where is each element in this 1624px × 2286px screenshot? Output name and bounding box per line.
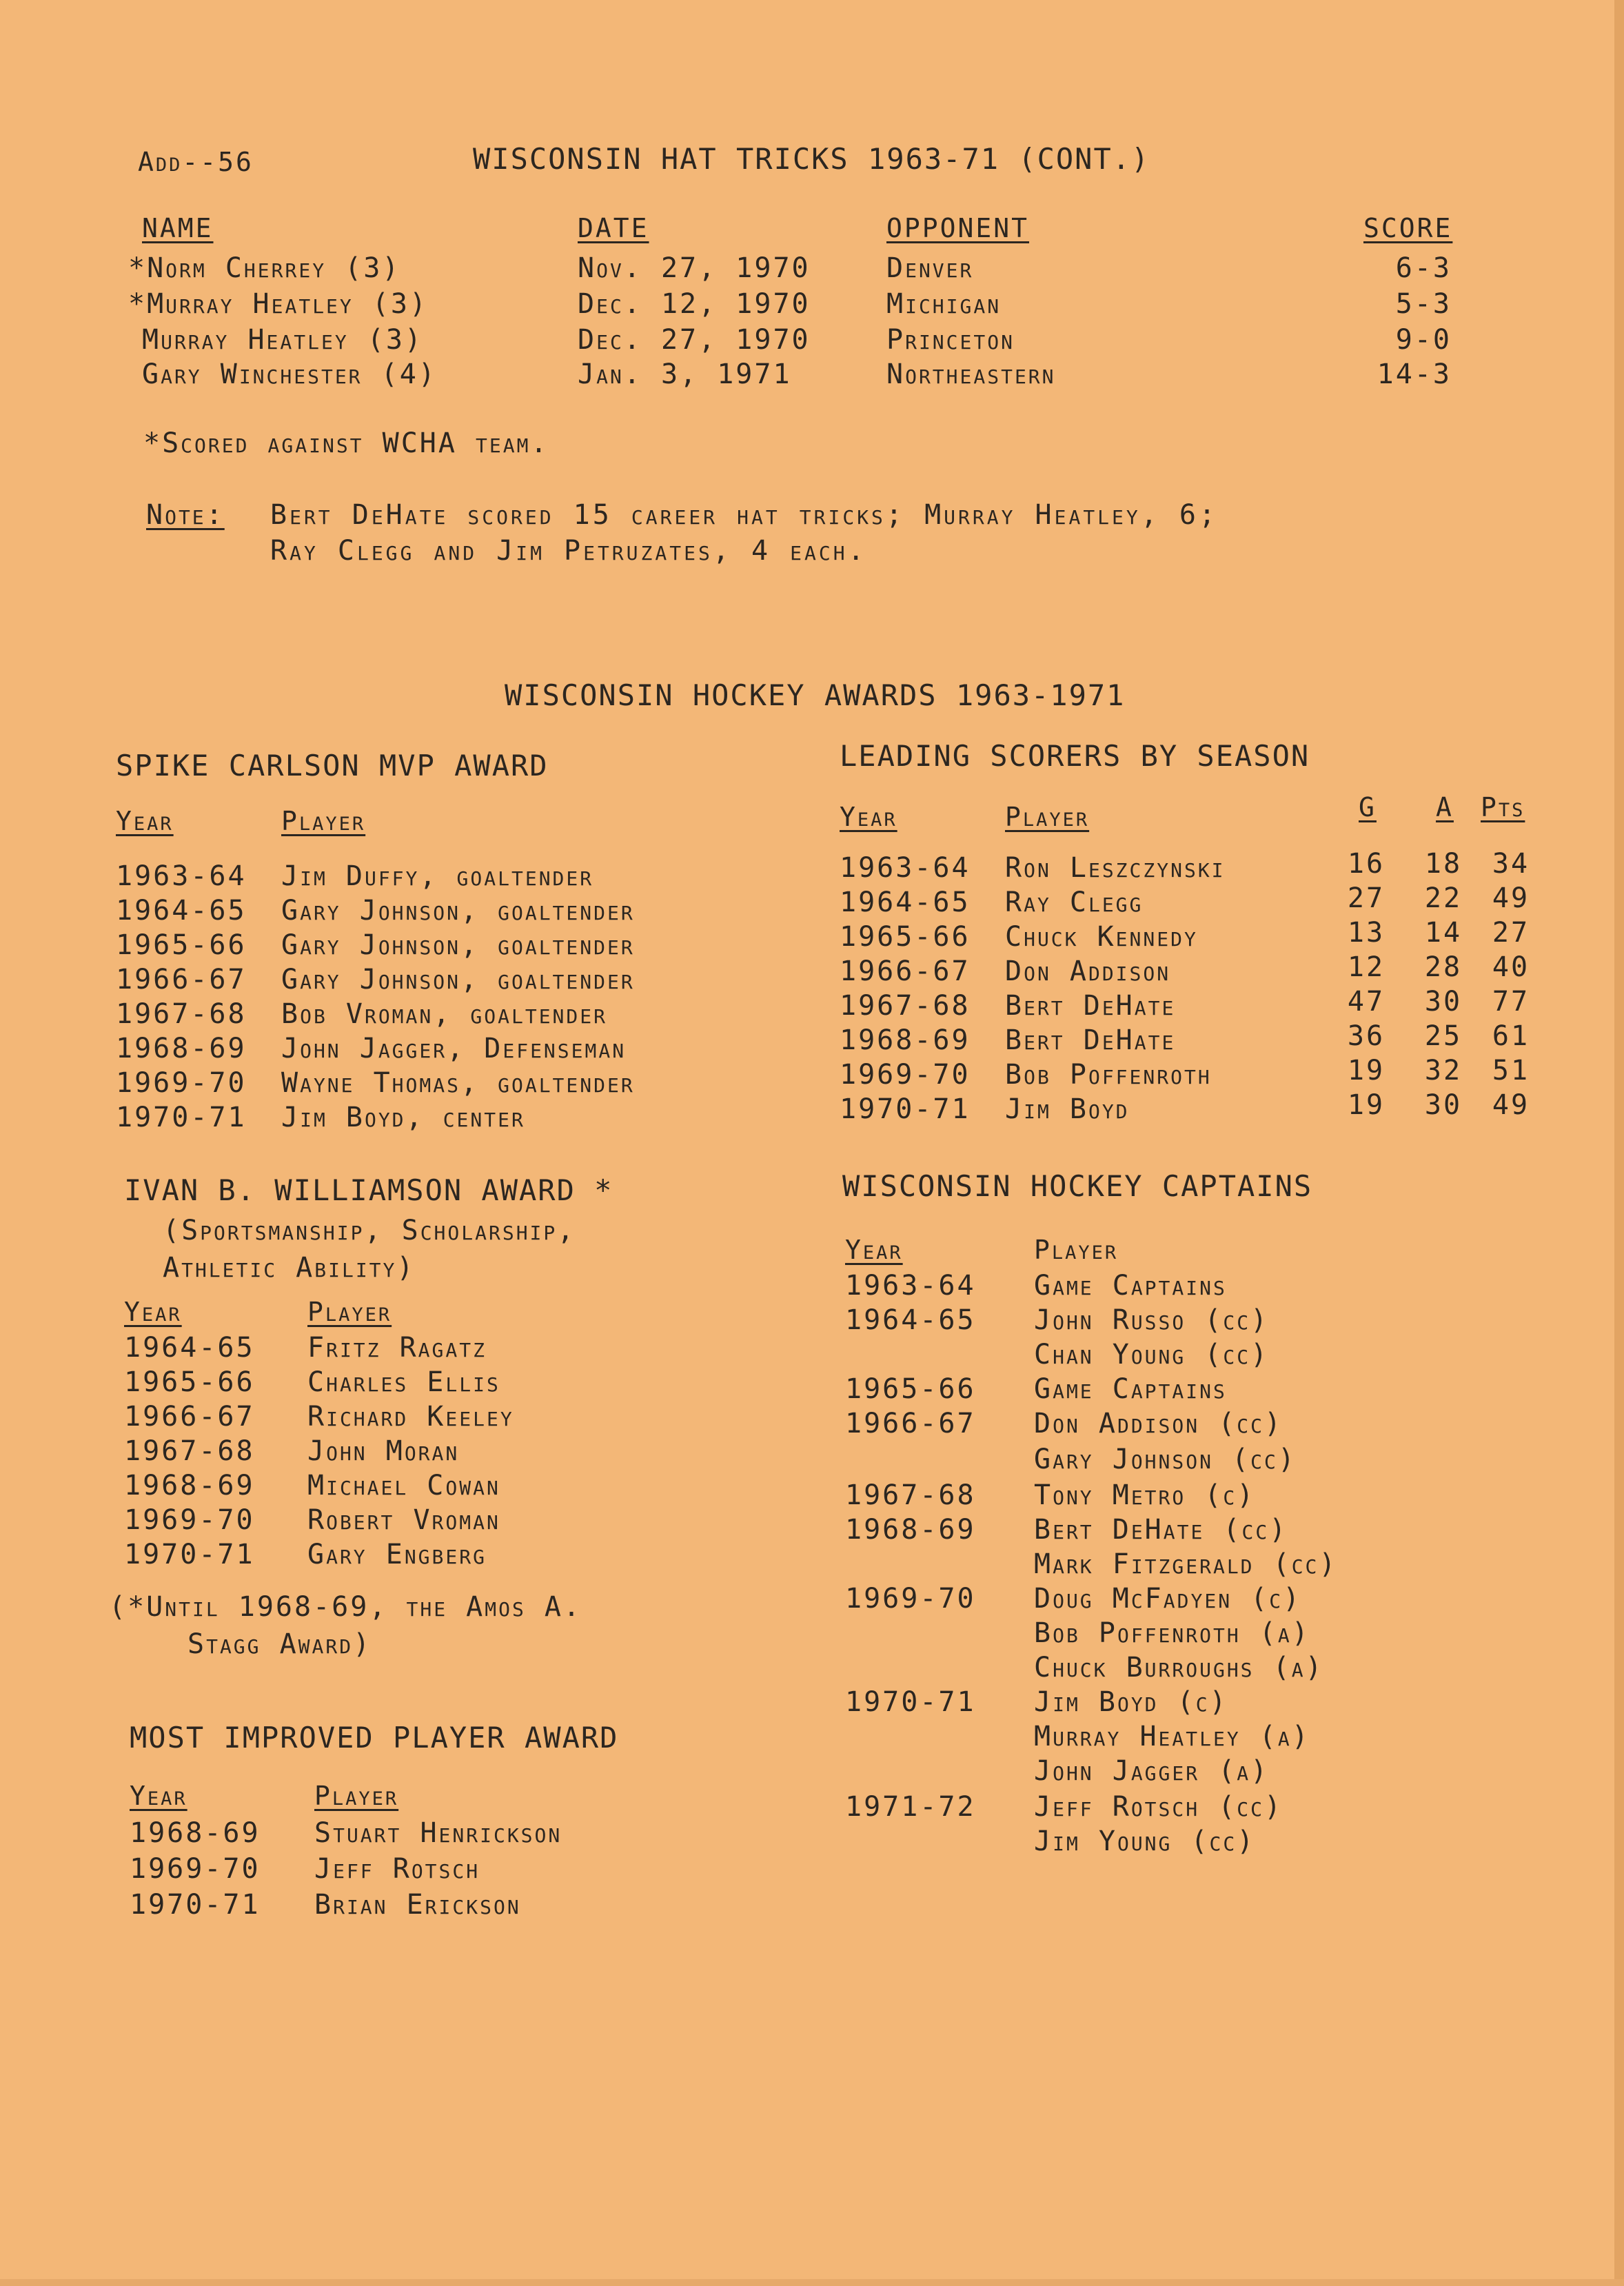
williamson-year: 1970-71	[124, 1539, 255, 1570]
captain-player: Chan Young (cc)	[1034, 1339, 1270, 1370]
captain-player: Gary Johnson (cc)	[1034, 1444, 1297, 1475]
scorers-title: LEADING SCORERS BY SEASON	[840, 739, 1310, 773]
mvp-title: SPIKE CARLSON MVP AWARD	[116, 749, 549, 782]
captain-player: Bob Poffenroth (a)	[1034, 1617, 1310, 1649]
scorer-g: 16	[1347, 848, 1386, 880]
mvp-col-player: Player	[281, 806, 366, 836]
scorer-year: 1965-66	[840, 921, 971, 953]
williamson-player: Michael Cowan	[307, 1470, 500, 1501]
williamson-player: Fritz Ragatz	[307, 1332, 487, 1364]
williamson-footnote-1: (*Until 1968-69, the Amos A.	[109, 1591, 582, 1623]
captain-player: Bert DeHate (cc)	[1034, 1514, 1288, 1546]
col-header-name: NAME	[142, 213, 214, 243]
cell-score: 14-3	[1377, 358, 1452, 390]
scorer-pts: 40	[1492, 951, 1530, 983]
williamson-title: IVAN B. WILLIAMSON AWARD *	[124, 1173, 613, 1207]
williamson-player: Richard Keeley	[307, 1401, 514, 1433]
scorer-year: 1966-67	[840, 955, 971, 987]
scorer-g: 19	[1347, 1055, 1386, 1086]
most-improved-player: Stuart Henrickson	[314, 1817, 562, 1849]
scorer-g: 27	[1347, 882, 1386, 914]
cell-name: Murray Heatley (3)	[142, 324, 424, 356]
scorer-year: 1969-70	[840, 1059, 971, 1091]
cell-date: Dec. 27, 1970	[578, 324, 811, 356]
mvp-year: 1967-68	[116, 998, 247, 1030]
cell-date: Dec. 12, 1970	[578, 288, 811, 320]
cell-name: *Murray Heatley (3)	[128, 288, 429, 320]
col-header-score: SCORE	[1363, 213, 1453, 243]
captain-player: Game Captains	[1034, 1373, 1227, 1405]
scorer-pts: 61	[1492, 1020, 1530, 1052]
scorer-g: 47	[1347, 986, 1386, 1018]
mvp-year: 1966-67	[116, 964, 247, 995]
scorer-g: 36	[1347, 1020, 1386, 1052]
williamson-player: Gary Engberg	[307, 1539, 487, 1570]
cell-score: 6-3	[1395, 252, 1452, 284]
williamson-year: 1967-68	[124, 1435, 255, 1467]
scorer-year: 1968-69	[840, 1024, 971, 1056]
williamson-col-year: Year	[124, 1297, 182, 1327]
scorer-player: Bob Poffenroth	[1005, 1059, 1212, 1091]
cell-name: Gary Winchester (4)	[142, 358, 437, 390]
mvp-year: 1968-69	[116, 1033, 247, 1064]
captain-year: 1969-70	[845, 1583, 976, 1615]
page-title: WISCONSIN HAT TRICKS 1963-71 (CONT.)	[473, 142, 1150, 176]
cell-opponent: Northeastern	[886, 358, 1056, 390]
most-improved-year: 1970-71	[130, 1889, 261, 1921]
williamson-year: 1968-69	[124, 1470, 255, 1501]
williamson-player: Robert Vroman	[307, 1504, 500, 1536]
scorer-player: Chuck Kennedy	[1005, 921, 1198, 953]
scorer-pts: 34	[1492, 848, 1530, 880]
mvp-player: Jim Boyd, center	[281, 1102, 525, 1133]
scorer-year: 1970-71	[840, 1093, 971, 1125]
captains-col-player: Player	[1034, 1235, 1119, 1265]
mvp-player: Wayne Thomas, goaltender	[281, 1067, 635, 1099]
captain-player: Jim Boyd (c)	[1034, 1686, 1228, 1718]
scorers-col-g: G	[1359, 792, 1377, 822]
mvp-player: Bob Vroman, goaltender	[281, 998, 607, 1030]
captain-year: 1968-69	[845, 1514, 976, 1546]
scorer-player: Jim Boyd	[1005, 1093, 1130, 1125]
mvp-year: 1964-65	[116, 895, 247, 927]
mvp-player: Gary Johnson, goaltender	[281, 929, 635, 961]
scorer-year: 1963-64	[840, 852, 971, 884]
page-edge-shadow	[1614, 0, 1624, 2286]
williamson-subtitle-2: Athletic Ability)	[163, 1252, 416, 1284]
scorer-player: Bert DeHate	[1005, 990, 1176, 1022]
captain-player: John Jagger (a)	[1034, 1755, 1270, 1787]
page-ref: Add--56	[138, 147, 254, 177]
captain-player: Mark Fitzgerald (cc)	[1034, 1548, 1338, 1580]
captain-year: 1967-68	[845, 1479, 976, 1511]
scorers-col-pts: Pts	[1481, 792, 1525, 822]
scorer-player: Bert DeHate	[1005, 1024, 1176, 1056]
scorers-col-a: A	[1436, 792, 1454, 822]
mvp-player: Jim Duffy, goaltender	[281, 860, 594, 892]
captain-player: Chuck Burroughs (a)	[1034, 1652, 1324, 1683]
scorer-year: 1967-68	[840, 990, 971, 1022]
most-improved-title: MOST IMPROVED PLAYER AWARD	[130, 1721, 619, 1754]
captain-year: 1963-64	[845, 1270, 976, 1302]
hat-tricks-footnote: *Scored against WCHA team.	[143, 427, 549, 459]
page-edge-bottom	[0, 2279, 1624, 2286]
scorer-a: 14	[1424, 917, 1463, 949]
scorer-player: Ray Clegg	[1005, 887, 1144, 918]
scorer-pts: 77	[1492, 986, 1530, 1018]
captain-player: Jim Young (cc)	[1034, 1825, 1256, 1857]
scorers-col-year: Year	[840, 802, 897, 832]
most-improved-player: Jeff Rotsch	[314, 1853, 480, 1885]
scorer-pts: 27	[1492, 917, 1530, 949]
captain-player: Murray Heatley (a)	[1034, 1721, 1310, 1752]
scorer-g: 12	[1347, 951, 1386, 983]
awards-title: WISCONSIN HOCKEY AWARDS 1963-1971	[505, 678, 1126, 712]
cell-date: Nov. 27, 1970	[578, 252, 811, 284]
mvp-player: Gary Johnson, goaltender	[281, 895, 635, 927]
captain-player: Doug McFadyen (c)	[1034, 1583, 1302, 1615]
mvp-col-year: Year	[116, 806, 174, 836]
captain-year: 1966-67	[845, 1408, 976, 1439]
mvp-year: 1969-70	[116, 1067, 247, 1099]
cell-opponent: Michigan	[886, 288, 1002, 320]
scorer-a: 18	[1424, 848, 1463, 880]
mvp-year: 1963-64	[116, 860, 247, 892]
scorer-player: Ron Leszczynski	[1005, 852, 1226, 884]
scorer-a: 30	[1424, 986, 1463, 1018]
col-header-opponent: OPPONENT	[886, 213, 1030, 243]
williamson-col-player: Player	[307, 1297, 392, 1327]
scorers-col-player: Player	[1005, 802, 1090, 832]
most-improved-year: 1968-69	[130, 1817, 261, 1849]
scorer-pts: 49	[1492, 882, 1530, 914]
mvp-year: 1965-66	[116, 929, 247, 961]
mvp-player: Gary Johnson, goaltender	[281, 964, 635, 995]
scorer-a: 32	[1424, 1055, 1463, 1086]
williamson-subtitle-1: (Sportsmanship, Scholarship,	[163, 1215, 576, 1246]
note-line-2: Ray Clegg and Jim Petruzates, 4 each.	[270, 535, 867, 567]
scorer-a: 25	[1424, 1020, 1463, 1052]
captains-col-year: Year	[845, 1235, 903, 1265]
cell-score: 9-0	[1395, 324, 1452, 356]
captain-year: 1970-71	[845, 1686, 976, 1718]
scorer-a: 30	[1424, 1089, 1463, 1121]
mvp-year: 1970-71	[116, 1102, 247, 1133]
captain-player: Tony Metro (c)	[1034, 1479, 1256, 1511]
captains-title: WISCONSIN HOCKEY CAPTAINS	[842, 1169, 1313, 1203]
captain-player: Don Addison (cc)	[1034, 1408, 1283, 1439]
captain-year: 1964-65	[845, 1304, 976, 1336]
most-improved-col-year: Year	[130, 1781, 187, 1811]
captain-player: Jeff Rotsch (cc)	[1034, 1791, 1283, 1823]
most-improved-player: Brian Erickson	[314, 1889, 521, 1921]
williamson-year: 1964-65	[124, 1332, 255, 1364]
williamson-player: Charles Ellis	[307, 1366, 500, 1398]
scorer-pts: 51	[1492, 1055, 1530, 1086]
williamson-year: 1966-67	[124, 1401, 255, 1433]
williamson-footnote-2: Stagg Award)	[187, 1628, 372, 1660]
scorer-a: 22	[1424, 882, 1463, 914]
williamson-year: 1965-66	[124, 1366, 255, 1398]
scorer-year: 1964-65	[840, 887, 971, 918]
scorer-player: Don Addison	[1005, 955, 1171, 987]
cell-date: Jan. 3, 1971	[578, 358, 792, 390]
most-improved-year: 1969-70	[130, 1853, 261, 1885]
mvp-player: John Jagger, Defenseman	[281, 1033, 627, 1064]
note-label: Note:	[146, 499, 225, 531]
scorer-g: 13	[1347, 917, 1386, 949]
most-improved-col-player: Player	[314, 1781, 399, 1811]
captain-player: John Russo (cc)	[1034, 1304, 1270, 1336]
cell-score: 5-3	[1395, 288, 1452, 320]
scorer-pts: 49	[1492, 1089, 1530, 1121]
captain-player: Game Captains	[1034, 1270, 1227, 1302]
note-line-1: Bert DeHate scored 15 career hat tricks; Murray Heatley, 6;	[270, 499, 1219, 531]
cell-name: *Norm Cherrey (3)	[128, 252, 401, 284]
cell-opponent: Princeton	[886, 324, 1015, 356]
scorer-a: 28	[1424, 951, 1463, 983]
williamson-player: John Moran	[307, 1435, 460, 1467]
scorer-g: 19	[1347, 1089, 1386, 1121]
williamson-year: 1969-70	[124, 1504, 255, 1536]
col-header-date: DATE	[578, 213, 649, 243]
cell-opponent: Denver	[886, 252, 974, 284]
captain-year: 1971-72	[845, 1791, 976, 1823]
captain-year: 1965-66	[845, 1373, 976, 1405]
